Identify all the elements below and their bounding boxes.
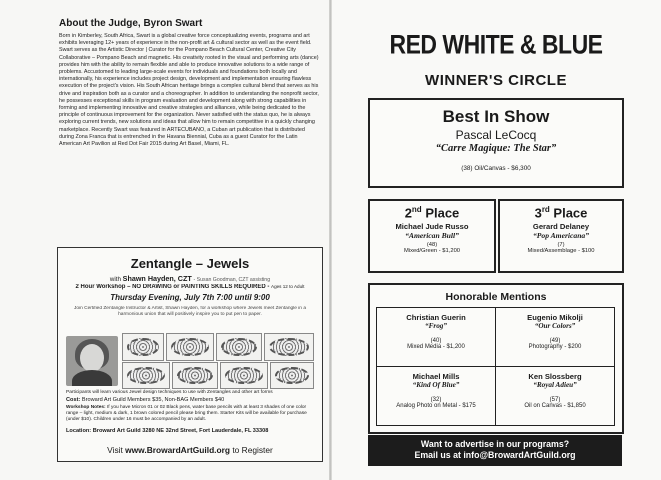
third-place-number: (7) [557, 242, 565, 249]
tile-image [122, 362, 170, 389]
program-subtitle: WINNER'S CIRCLE [425, 72, 567, 89]
tile-image [166, 333, 214, 361]
website-link[interactable]: www.BrowardArtGuild.org [125, 445, 230, 455]
third-place-meta: Mixed/Assemblage - $100 [527, 248, 595, 255]
third-place-work: “Pop Americana” [532, 231, 590, 241]
honorable-mention [496, 308, 614, 366]
tile-image [216, 333, 262, 361]
email-link[interactable]: Email us at info@BrowardArtGuild.org [414, 450, 576, 460]
second-place-meta: Mixed/Green - $1,200 [403, 248, 461, 255]
visit-suffix: to Register [232, 445, 273, 455]
tile-image [122, 333, 164, 361]
workshop-line [62, 284, 318, 290]
cost-line [66, 397, 314, 403]
location-label: Location: [66, 428, 92, 434]
second-place-heading: 2nd Place [404, 205, 460, 221]
cost-label: Cost: [66, 397, 81, 403]
zentangle-title: Zentangle – Jewels [130, 256, 250, 271]
location-line [66, 428, 314, 434]
participants-text: Participants will learn various Jewel design techniques to use with Zentangles and other art forms [66, 390, 273, 395]
program-title: RED WHITE & BLUE [389, 28, 603, 60]
visit-line [58, 445, 322, 455]
zentangle-tiles [122, 333, 314, 387]
ages-text: Ages 12 to Adult [271, 284, 305, 289]
second-place-number: (48) [426, 242, 438, 249]
honorable-work: “Royal Adieu” [533, 381, 577, 389]
banner-line: Want to advertise in our programs? [420, 439, 570, 449]
tile-image [264, 333, 314, 361]
honorable-meta: Oil on Canvas - $1,850 [524, 403, 586, 409]
honorable-work: “Kind Of Blue” [412, 381, 460, 389]
grid-divider [377, 366, 614, 367]
honorable-mention [377, 308, 495, 366]
judge-heading: About the Judge, Byron Swart [59, 18, 203, 29]
location-value: Broward Art Guild 3280 NE 32nd Street, Fort Lauderdale, FL 33308 [92, 428, 269, 434]
honorable-artist: Michael Mills [412, 372, 460, 381]
honorable-number: (57) [549, 397, 561, 403]
honorable-mentions-grid [376, 307, 615, 426]
honorable-number: (49) [549, 338, 561, 344]
honorable-meta: Analog Photo on Metal - $175 [396, 403, 476, 409]
visit-prefix: Visit [107, 445, 123, 455]
honorable-number: (40) [430, 338, 442, 344]
workshop-text: 2 Hour Workshop – NO DRAWING or PAINTING SKILLS REQUIRED - [75, 284, 270, 290]
honorable-artist: Eugenio Mikolji [527, 313, 583, 322]
best-in-show-work: “Carre Magique: The Star” [435, 143, 557, 154]
instructor-photo [66, 336, 118, 386]
honorable-work: “Our Colors” [534, 322, 576, 330]
best-in-show-meta: (38) Oil/Canvas - $6,300 [461, 165, 531, 172]
third-place-artist: Gerard Delaney [532, 222, 590, 232]
instructor-name: Shawn Hayden, CZT [122, 274, 192, 283]
notes-label: Workshop Notes: [66, 405, 106, 410]
second-place-box [368, 199, 496, 273]
second-place-artist: Michael Jude Russo [395, 222, 469, 232]
judge-bio: Born in Kimberley, South Africa, Swart is a global creative force conceptualizing events, programs and art exhibits leveraging 12+ years of experience in the non-profit art & cultural sector as well as the event field. Swart serves as the Artistic Director | Curator for the Pompano Beach Cultural Center, Creative City Collaborative – Pompano Beach and magnetic. His creativity rooted in the visual and performing arts (dance) provides him with the ability to remain flexible and able to produce innovative solutions to a wide range of problems. Accustomed to leading large-scale events for individuals and foundations both locally and internationally, his experience includes project design, development and implementation ensuring flawless execution of the project's vision. His South African heritage brings a complex cultural blend that serves as his drive and inspiration both as a curator and a choreographer. In addition to understanding the nonprofit sector, he possesses exceptional skills in program evaluation and development along with strong capabilities in forming and implementing innovative and creative strategies and alliances, while being dedicated to the principle of continuous improvement for the organization. Never satisfied with the status quo, he is always exploring current trends, new solutions and ideas that allow him to remain competitive in a quickly changing marketplace. Recently Swart was featured in ARTECUBANO, a Cuban art publication that is distributed during Zona Franca that is entrenched in the Havana Biennial, Cuba as a guest Curator for the Latin American Art Pavilion at Red Dot Fair 2015 during Art Basel, Miami, FL. [59, 33, 319, 148]
zentangle-ad [57, 247, 323, 462]
best-in-show-artist: Pascal LeCocq [455, 128, 537, 142]
honorable-meta: Photography - $200 [528, 344, 582, 350]
cost-value: Broward Art Guild Members $35, Non-BAG Members $40 [81, 397, 225, 403]
honorable-mentions-heading: Honorable Mentions [445, 291, 547, 303]
best-in-show-heading: Best In Show [442, 107, 550, 126]
honorable-mention [496, 367, 614, 425]
join-text: Join Certified Zentangle Instructor & Artist, Shawn Hayden, for a workshop where Jewels meet Zentangle in a harmonious union that will positively inspire you to put pen to paper. [74, 306, 306, 317]
honorable-mentions-box [368, 283, 624, 434]
honorable-number: (32) [430, 397, 442, 403]
honorable-work: “Frog” [425, 322, 447, 330]
tile-image [172, 362, 218, 389]
second-place-work: “American Bull” [405, 231, 459, 241]
tile-image [220, 362, 268, 389]
best-in-show-box [368, 98, 624, 188]
notes-value: If you have Micron 01 or 02 Black pens, water base pencils with at least 3 shades of one color range – light, medium & dark, 1 brown colored pencil please bring them. Starter Kits will be available for purchase (under $10). Children under 16 must be accompanied by an adult. [66, 405, 307, 422]
third-place-heading: 3rd Place [534, 205, 588, 221]
advertise-banner [368, 435, 622, 466]
third-place-box [498, 199, 624, 273]
zentangle-instructor-line [62, 274, 318, 283]
tile-image [270, 362, 314, 389]
with-prefix: with [109, 276, 121, 283]
honorable-meta: Mixed Media - $1,200 [407, 344, 465, 350]
assistant-name: - Susan Goodman, CZT assisting [193, 277, 271, 283]
honorable-mention [377, 367, 495, 425]
workshop-date: Thursday Evening, July 7th 7:00 until 9:00 [110, 293, 270, 302]
honorable-artist: Christian Guerin [406, 313, 466, 322]
notes-line [66, 405, 314, 423]
honorable-artist: Ken Slossberg [528, 372, 582, 381]
